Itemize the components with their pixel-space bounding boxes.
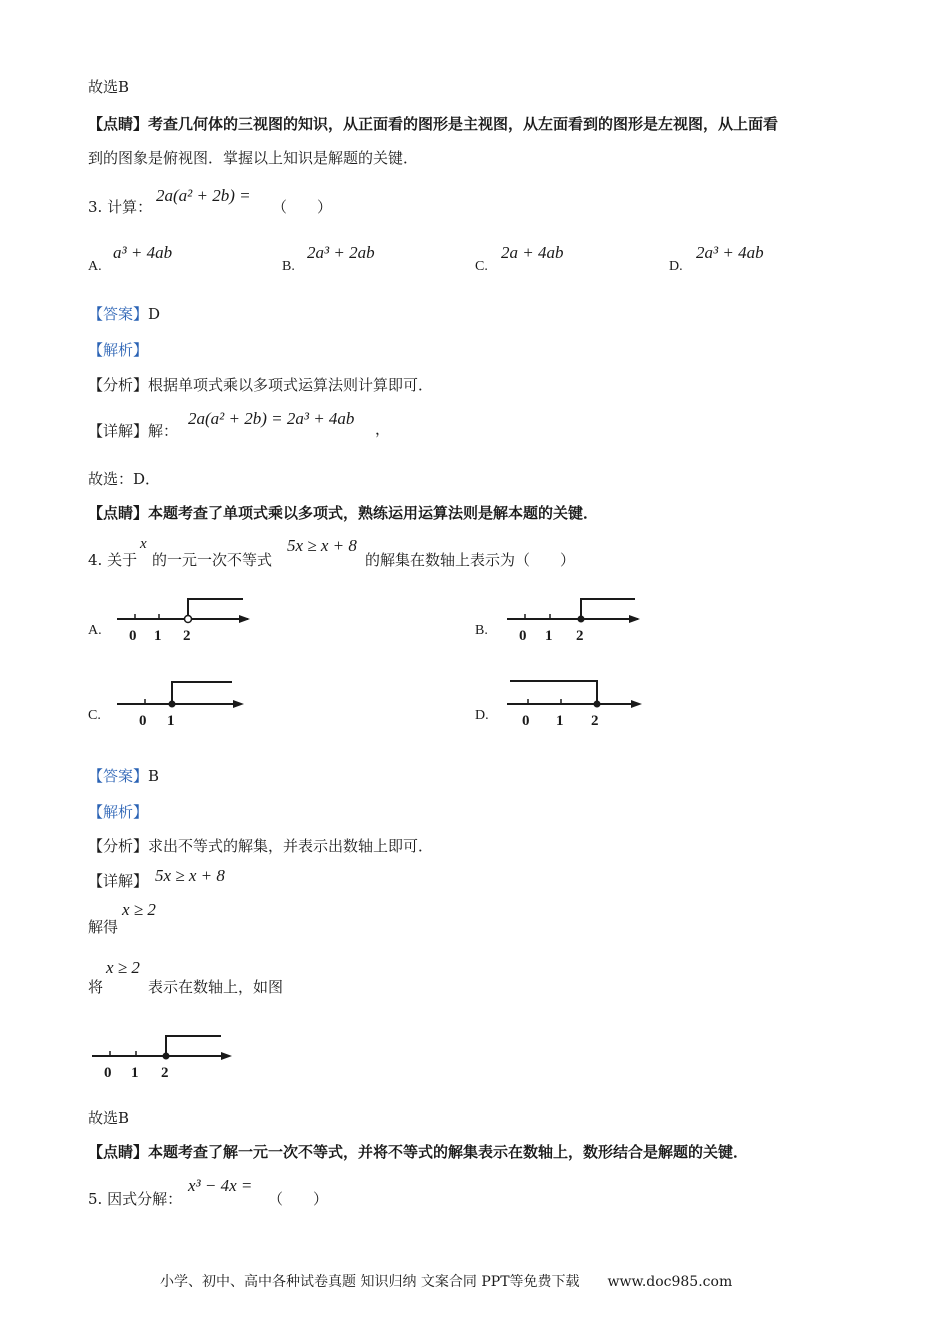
tick-label-1: 1: [131, 1065, 139, 1081]
axis-arrow: [239, 615, 250, 623]
q4-solve-label: 解得: [88, 918, 119, 936]
axis-arrow: [629, 615, 640, 623]
axis-arrow: [631, 700, 642, 708]
axis-arrow: [233, 700, 244, 708]
q3-detail-prefix: 【详解】解：: [88, 422, 179, 440]
q5-stem-prefix: 5. 因式分解：: [88, 1190, 183, 1208]
q3-option-b-letter: B.: [282, 259, 295, 274]
solution-ray: [188, 599, 243, 616]
q3-option-c-expr: 2a + 4ab: [501, 243, 564, 262]
q4-option-c-letter: C.: [88, 708, 101, 723]
tick-label-0: 0: [522, 713, 530, 729]
q3-option-b-expr: 2a³ + 2ab: [307, 243, 375, 262]
q4-option-a-letter: A.: [88, 623, 102, 638]
q4-detail-prefix: 【详解】: [88, 872, 149, 890]
q3-option-a-expr: a³ + 4ab: [113, 243, 173, 262]
q4-conclusion: 故选B: [88, 1109, 130, 1127]
tick-label-1: 1: [545, 628, 553, 644]
q4-dianjing: 【点睛】本题考查了解一元一次不等式，并将不等式的解集表示在数轴上，数形结合是解题的关键．: [88, 1143, 749, 1161]
q4-detail-expr: 5x ≥ x + 8: [155, 866, 225, 885]
q3-dianjing: 【点睛】本题考查了单项式乘以多项式，熟练运用运算法则是解本题的关键．: [88, 504, 599, 522]
answer-tag: 【答案】: [88, 305, 149, 323]
dianjing-q2-line2: 到的图象是俯视图．掌握以上知识是解题的关键．: [88, 149, 419, 167]
q4-option-d-letter: D.: [475, 708, 489, 723]
q3-stem-paren: （ ）: [272, 198, 333, 216]
q4-solve-expr: x ≥ 2: [122, 900, 156, 919]
q3-answer: [88, 303, 160, 324]
conclusion-q2: 故选B: [88, 78, 130, 96]
dianjing-q2-text: 【点睛】考查几何体的三视图的知识，从正面看的图形是主视图，从左面看到的图形是左视图，从上面看: [88, 115, 779, 133]
solution-ray: [166, 1036, 221, 1056]
q4-place-prefix: 将: [88, 978, 104, 996]
q4-solution-numberline: [88, 1028, 238, 1084]
q4-place-suffix: 表示在数轴上，如图: [148, 978, 284, 996]
q3-stem-prefix: 3. 计算：: [88, 198, 153, 216]
q5-stem-expr: x³ − 4x =: [188, 1176, 253, 1195]
q4-option-a-numberline: [110, 592, 260, 648]
answer-value: D: [148, 305, 161, 323]
answer-value: B: [148, 767, 160, 785]
tick-label-1: 1: [167, 713, 175, 729]
solution-ray: [510, 681, 597, 704]
q3-analysis-tag: 【解析】: [88, 341, 149, 359]
answer-tag: 【答案】: [88, 767, 149, 785]
q3-option-d-expr: 2a³ + 4ab: [696, 243, 764, 262]
q3-option-c-letter: C.: [475, 259, 488, 274]
q4-option-d-numberline: [500, 677, 650, 733]
q4-place-expr: x ≥ 2: [106, 958, 140, 977]
q3-option-d-letter: D.: [669, 259, 683, 274]
dianjing-q2-line1: [88, 113, 778, 134]
tick-label-1: 1: [154, 628, 162, 644]
page-footer: 小学、初中、高中各种试卷真题 知识归纳 文案合同 PPT等免费下载 www.doc985.com: [160, 1274, 733, 1290]
q3-detail-expr: 2a(a² + 2b) = 2a³ + 4ab: [188, 409, 355, 428]
q4-stem-suffix: 的解集在数轴上表示为（ ）: [365, 551, 576, 569]
tick-label-2: 2: [161, 1065, 169, 1081]
tick-label-2: 2: [576, 628, 584, 644]
q4-option-c-numberline: [112, 677, 252, 733]
solution-ray: [172, 682, 232, 704]
axis-arrow: [221, 1052, 232, 1060]
tick-label-1: 1: [556, 713, 564, 729]
open-endpoint: [185, 616, 192, 623]
closed-endpoint: [578, 616, 585, 623]
solution-ray: [581, 599, 635, 619]
q4-stem-mid: 的一元一次不等式: [152, 551, 273, 569]
q4-option-b-numberline: [500, 592, 650, 648]
q4-stem-prefix: 4. 关于: [88, 551, 138, 569]
q4-stem-ineq: 5x ≥ x + 8: [287, 536, 357, 555]
q4-option-b-letter: B.: [475, 623, 488, 638]
q4-analysis-tag: 【解析】: [88, 803, 149, 821]
q4-fenxi: 【分析】求出不等式的解集，并表示出数轴上即可．: [88, 837, 434, 855]
closed-endpoint: [169, 701, 176, 708]
tick-label-0: 0: [139, 713, 147, 729]
tick-label-2: 2: [183, 628, 191, 644]
q3-detail-suffix: ，: [375, 420, 391, 438]
tick-label-0: 0: [129, 628, 137, 644]
q3-stem-expr: 2a(a² + 2b) =: [156, 186, 251, 205]
closed-endpoint: [163, 1053, 170, 1060]
q4-stem-var: x: [140, 536, 147, 552]
tick-label-2: 2: [591, 713, 599, 729]
q3-conclusion: 故选：D．: [88, 470, 161, 488]
tick-label-0: 0: [519, 628, 527, 644]
q3-fenxi: 【分析】根据单项式乘以多项式运算法则计算即可．: [88, 376, 434, 394]
q5-stem-paren: （ ）: [268, 1190, 329, 1208]
closed-endpoint: [594, 701, 601, 708]
q3-option-a-letter: A.: [88, 259, 102, 274]
q4-answer: [88, 765, 159, 786]
tick-label-0: 0: [104, 1065, 112, 1081]
